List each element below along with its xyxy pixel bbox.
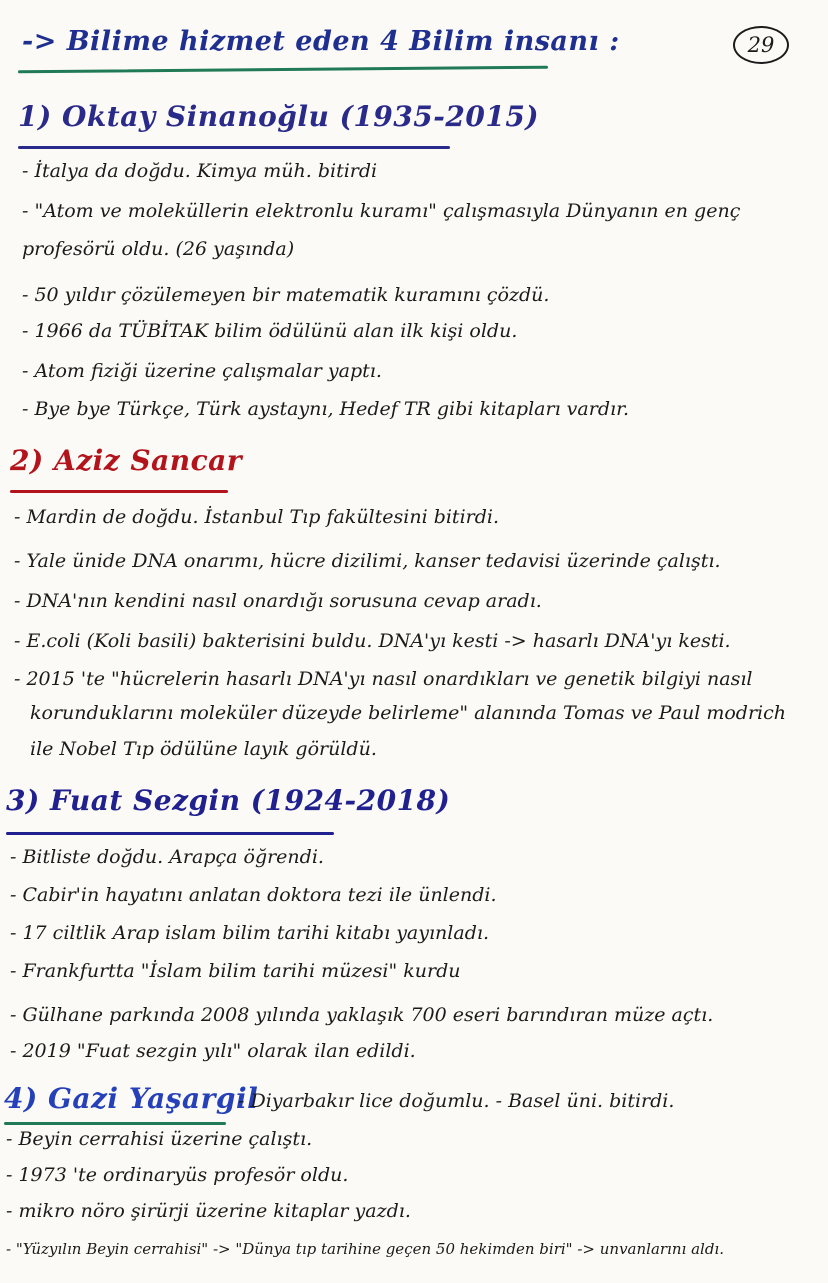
section-underline-1: [18, 146, 450, 149]
title-underline: [18, 66, 548, 74]
section-title-oktay-sinanoglu: 1) Oktay Sinanoğlu (1935-2015): [18, 100, 540, 133]
list-item: - mikro nöro şirürji üzerine kitaplar yazdı.: [6, 1200, 411, 1222]
page-title: -> Bilime hizmet eden 4 Bilim insanı :: [22, 26, 620, 57]
list-item: - Beyin cerrahisi üzerine çalıştı.: [6, 1128, 313, 1150]
list-item: - Yale ünide DNA onarımı, hücre dizilimi, kanser tedavisi üzerinde çalıştı.: [14, 550, 721, 572]
section-title-fuat-sezgin: 3) Fuat Sezgin (1924-2018): [6, 784, 451, 817]
section-underline-4: [4, 1122, 226, 1125]
list-item: profesörü oldu. (26 yaşında): [22, 238, 295, 260]
list-item: - 1973 'te ordinaryüs profesör oldu.: [6, 1164, 349, 1186]
section-title-aziz-sancar: 2) Aziz Sancar: [10, 444, 243, 477]
list-item: - Frankfurtta "İslam bilim tarihi müzesi" kurdu: [10, 960, 461, 982]
section-underline-2: [10, 490, 228, 493]
section-title-gazi-yasargil: 4) Gazi Yaşargil: [4, 1082, 259, 1115]
list-item: - 50 yıldır çözülemeyen bir matematik kuramını çözdü.: [22, 284, 550, 306]
list-item: - Bye bye Türkçe, Türk aystaynı, Hedef TR gibi kitapları vardır.: [22, 398, 630, 420]
list-item: - E.coli (Koli basili) bakterisini buldu. DNA'yı kesti -> hasarlı DNA'yı kesti.: [14, 630, 731, 652]
list-item: - Bitliste doğdu. Arapça öğrendi.: [10, 846, 324, 868]
list-item: - 2019 "Fuat sezgin yılı" olarak ilan edildi.: [10, 1040, 416, 1062]
list-item: - Mardin de doğdu. İstanbul Tıp fakültesini bitirdi.: [14, 506, 500, 528]
list-item: - İtalya da doğdu. Kimya müh. bitirdi: [22, 160, 378, 182]
list-item: - Atom fiziği üzerine çalışmalar yaptı.: [22, 360, 382, 382]
list-item: - DNA'nın kendini nasıl onardığı sorusuna cevap aradı.: [14, 590, 542, 612]
page-number-badge: 29: [733, 26, 789, 64]
list-item: ile Nobel Tıp ödülüne layık görüldü.: [30, 738, 377, 760]
list-item: korunduklarını moleküler düzeyde belirleme" alanında Tomas ve Paul modrich: [30, 702, 787, 724]
section-inline-note: - Diyarbakır lice doğumlu. - Basel üni. bitirdi.: [238, 1090, 675, 1112]
list-item: - Cabir'in hayatını anlatan doktora tezi ile ünlendi.: [10, 884, 497, 906]
list-item: - 1966 da TÜBİTAK bilim ödülünü alan ilk kişi oldu.: [22, 320, 518, 342]
list-item: - 2015 'te "hücrelerin hasarlı DNA'yı nasıl onardıkları ve genetik bilgiyi nasıl: [14, 668, 753, 690]
list-item: - "Atom ve moleküllerin elektronlu kuramı" çalışmasıyla Dünyanın en genç: [22, 200, 741, 222]
list-item: - 17 ciltlik Arap islam bilim tarihi kitabı yayınladı.: [10, 922, 489, 944]
list-item: - "Yüzyılın Beyin cerrahisi" -> "Dünya tıp tarihine geçen 50 hekimden biri" -> unvanlarını aldı.: [6, 1240, 724, 1258]
section-underline-3: [6, 832, 334, 835]
list-item: - Gülhane parkında 2008 yılında yaklaşık 700 eseri barındıran müze açtı.: [10, 1004, 714, 1026]
